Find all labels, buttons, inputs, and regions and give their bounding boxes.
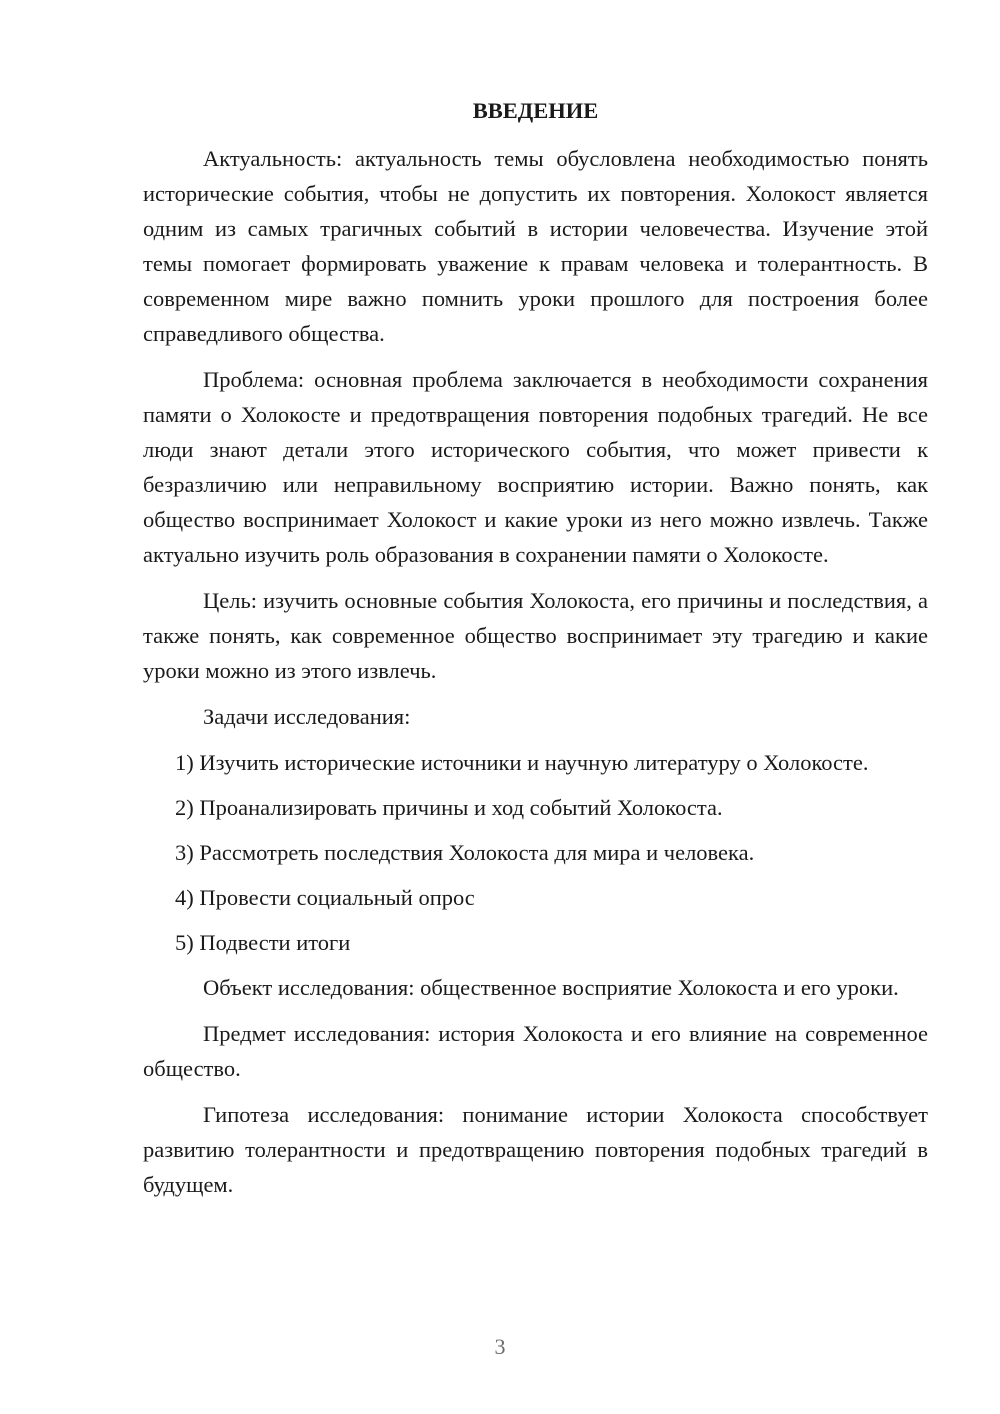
document-page	[143, 95, 928, 1213]
goal-paragraph: Цель: изучить основные события Холокоста, его причины и последствия, а также понять, как современное общество воспринимает эту трагедию и какие уроки можно из этого извлечь.	[143, 588, 928, 683]
section-title: ВВЕДЕНИЕ	[472, 98, 599, 123]
page-number: 3	[494, 1334, 506, 1359]
problem-paragraph: Проблема: основная проблема заключается в необходимости сохранения памяти о Холокосте и предотвращения повторения подобных трагедий. Не все люди знают детали этого исторического события, что может привести к безразличию или неправильному восприятию истории. Важно понять, как общество воспринимает Холокост и какие уроки из него можно извлечь. Также актуально изучить роль образования в сохранении памяти о Холокосте.	[143, 367, 928, 567]
research-object-paragraph: Объект исследования: общественное восприятие Холокоста и его уроки.	[203, 975, 899, 1000]
task-item: 3) Рассмотреть последствия Холокоста для мира и человека.	[175, 840, 755, 865]
relevance-paragraph: Актуальность: актуальность темы обусловлена необходимостью понять исторические события, чтобы не допустить их повторения. Холокост является одним из самых трагичных событий в истории человечества. Изучение этой темы помогает формировать уважение к правам человека и толерантность. В современном мире важно помнить уроки прошлого для построения более справедливого общества.	[143, 146, 928, 346]
research-subject-paragraph: Предмет исследования: история Холокоста и его влияние на современное общество.	[143, 1021, 928, 1081]
hypothesis-paragraph: Гипотеза исследования: понимание истории Холокоста способствует развитию толерантности и предотвращению повторения подобных трагедий в будущем.	[143, 1102, 928, 1197]
task-item: 5) Подвести итоги	[175, 930, 351, 955]
task-item: 4) Провести социальный опрос	[175, 885, 475, 910]
task-item: 2) Проанализировать причины и ход событий Холокоста.	[175, 795, 723, 820]
task-item: 1) Изучить исторические источники и научную литературу о Холокосте.	[175, 750, 869, 775]
tasks-heading: Задачи исследования:	[203, 704, 411, 729]
